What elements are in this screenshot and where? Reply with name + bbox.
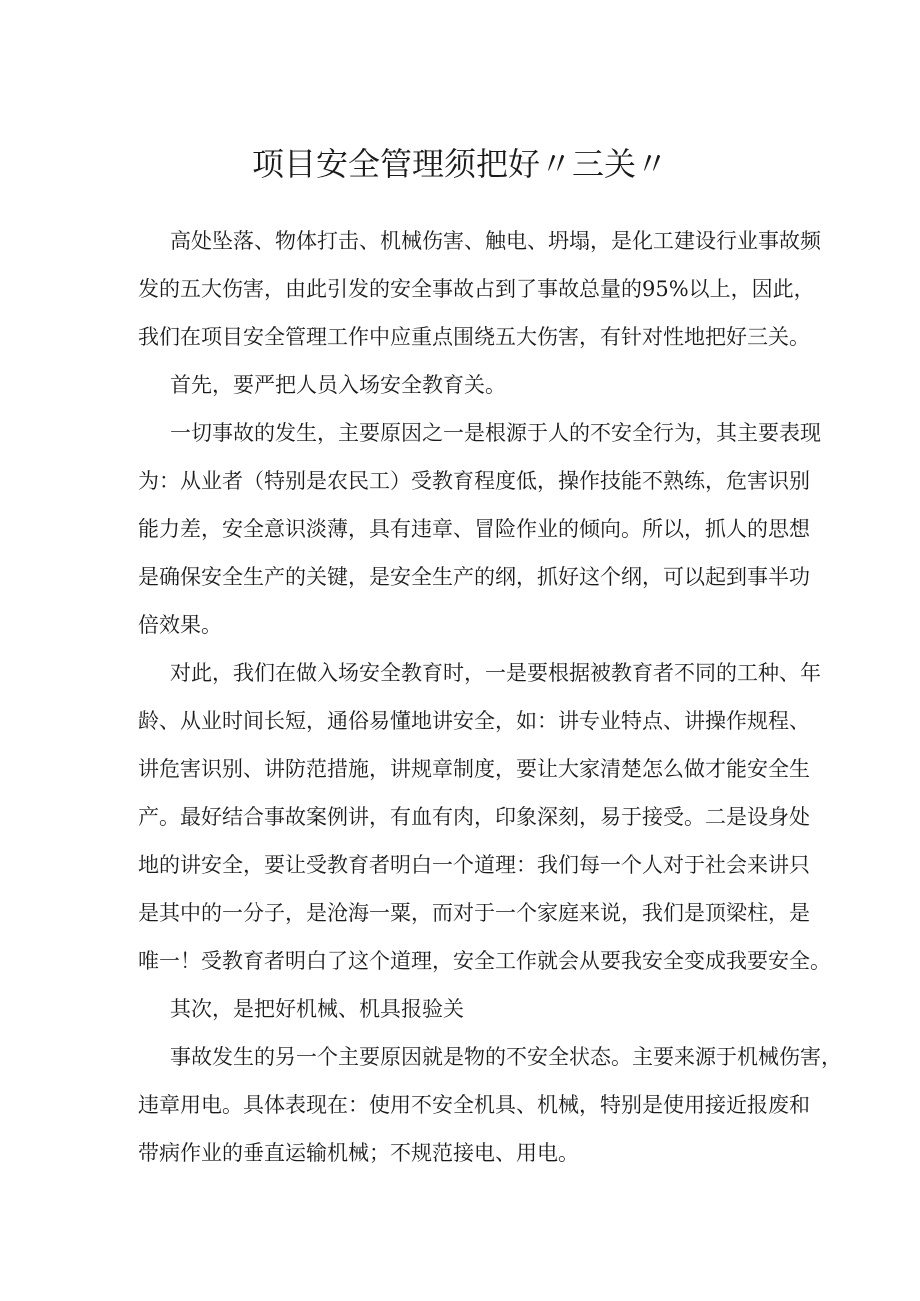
paragraph-line: 龄、从业时间长短，通俗易懂地讲安全，如：讲专业特点、讲操作规程、 — [138, 709, 810, 733]
paragraph-line: 我们在项目安全管理工作中应重点围绕五大伤害，有针对性地把好三关。 — [138, 325, 810, 349]
paragraph-line: 高处坠落、物体打击、机械伤害、触电、坍塌，是化工建设行业事故频 — [170, 229, 821, 253]
paragraph-line: 是其中的一分子，是沧海一粟，而对于一个家庭来说，我们是顶梁柱，是 — [138, 901, 810, 925]
paragraph-line: 对此，我们在做入场安全教育时，一是要根据被教育者不同的工种、年 — [170, 661, 821, 685]
paragraph-line: 带病作业的垂直运输机械；不规范接电、用电。 — [138, 1141, 579, 1165]
paragraph-line: 为：从业者（特别是农民工）受教育程度低，操作技能不熟练，危害识别 — [138, 469, 810, 493]
paragraph-line: 违章用电。具体表现在：使用不安全机具、机械，特别是使用接近报废和 — [138, 1093, 810, 1117]
page-title: 项目安全管理须把好〃三关〃 — [251, 145, 668, 183]
paragraph-line: 地的讲安全，要让受教育者明白一个道理：我们每一个人对于社会来讲只 — [138, 853, 810, 877]
paragraph-line: 唯一！受教育者明白了这个道理，安全工作就会从要我安全变成我要安全。 — [138, 949, 831, 973]
paragraph-line: 事故发生的另一个主要原因就是物的不安全状态。主要来源于机械伤害， — [170, 1045, 842, 1069]
paragraph-line: 是确保安全生产的关键，是安全生产的纲，抓好这个纲，可以起到事半功 — [138, 565, 810, 589]
paragraph-line: 能力差，安全意识淡薄，具有违章、冒险作业的倾向。所以，抓人的思想 — [138, 517, 810, 541]
paragraph-line: 产。最好结合事故案例讲，有血有肉，印象深刻，易于接受。二是设身处 — [138, 805, 810, 829]
paragraph-line: 讲危害识别、讲防范措施，讲规章制度，要让大家清楚怎么做才能安全生 — [138, 757, 810, 781]
paragraph-line: 发的五大伤害，由此引发的安全事故占到了事故总量的95%以上，因此， — [138, 277, 815, 301]
paragraph-line: 倍效果。 — [138, 613, 222, 637]
section-heading: 首先，要严把人员入场安全教育关。 — [170, 373, 506, 397]
section-heading: 其次，是把好机械、机具报验关 — [170, 997, 464, 1021]
paragraph-line: 一切事故的发生，主要原因之一是根源于人的不安全行为，其主要表现 — [170, 421, 821, 445]
